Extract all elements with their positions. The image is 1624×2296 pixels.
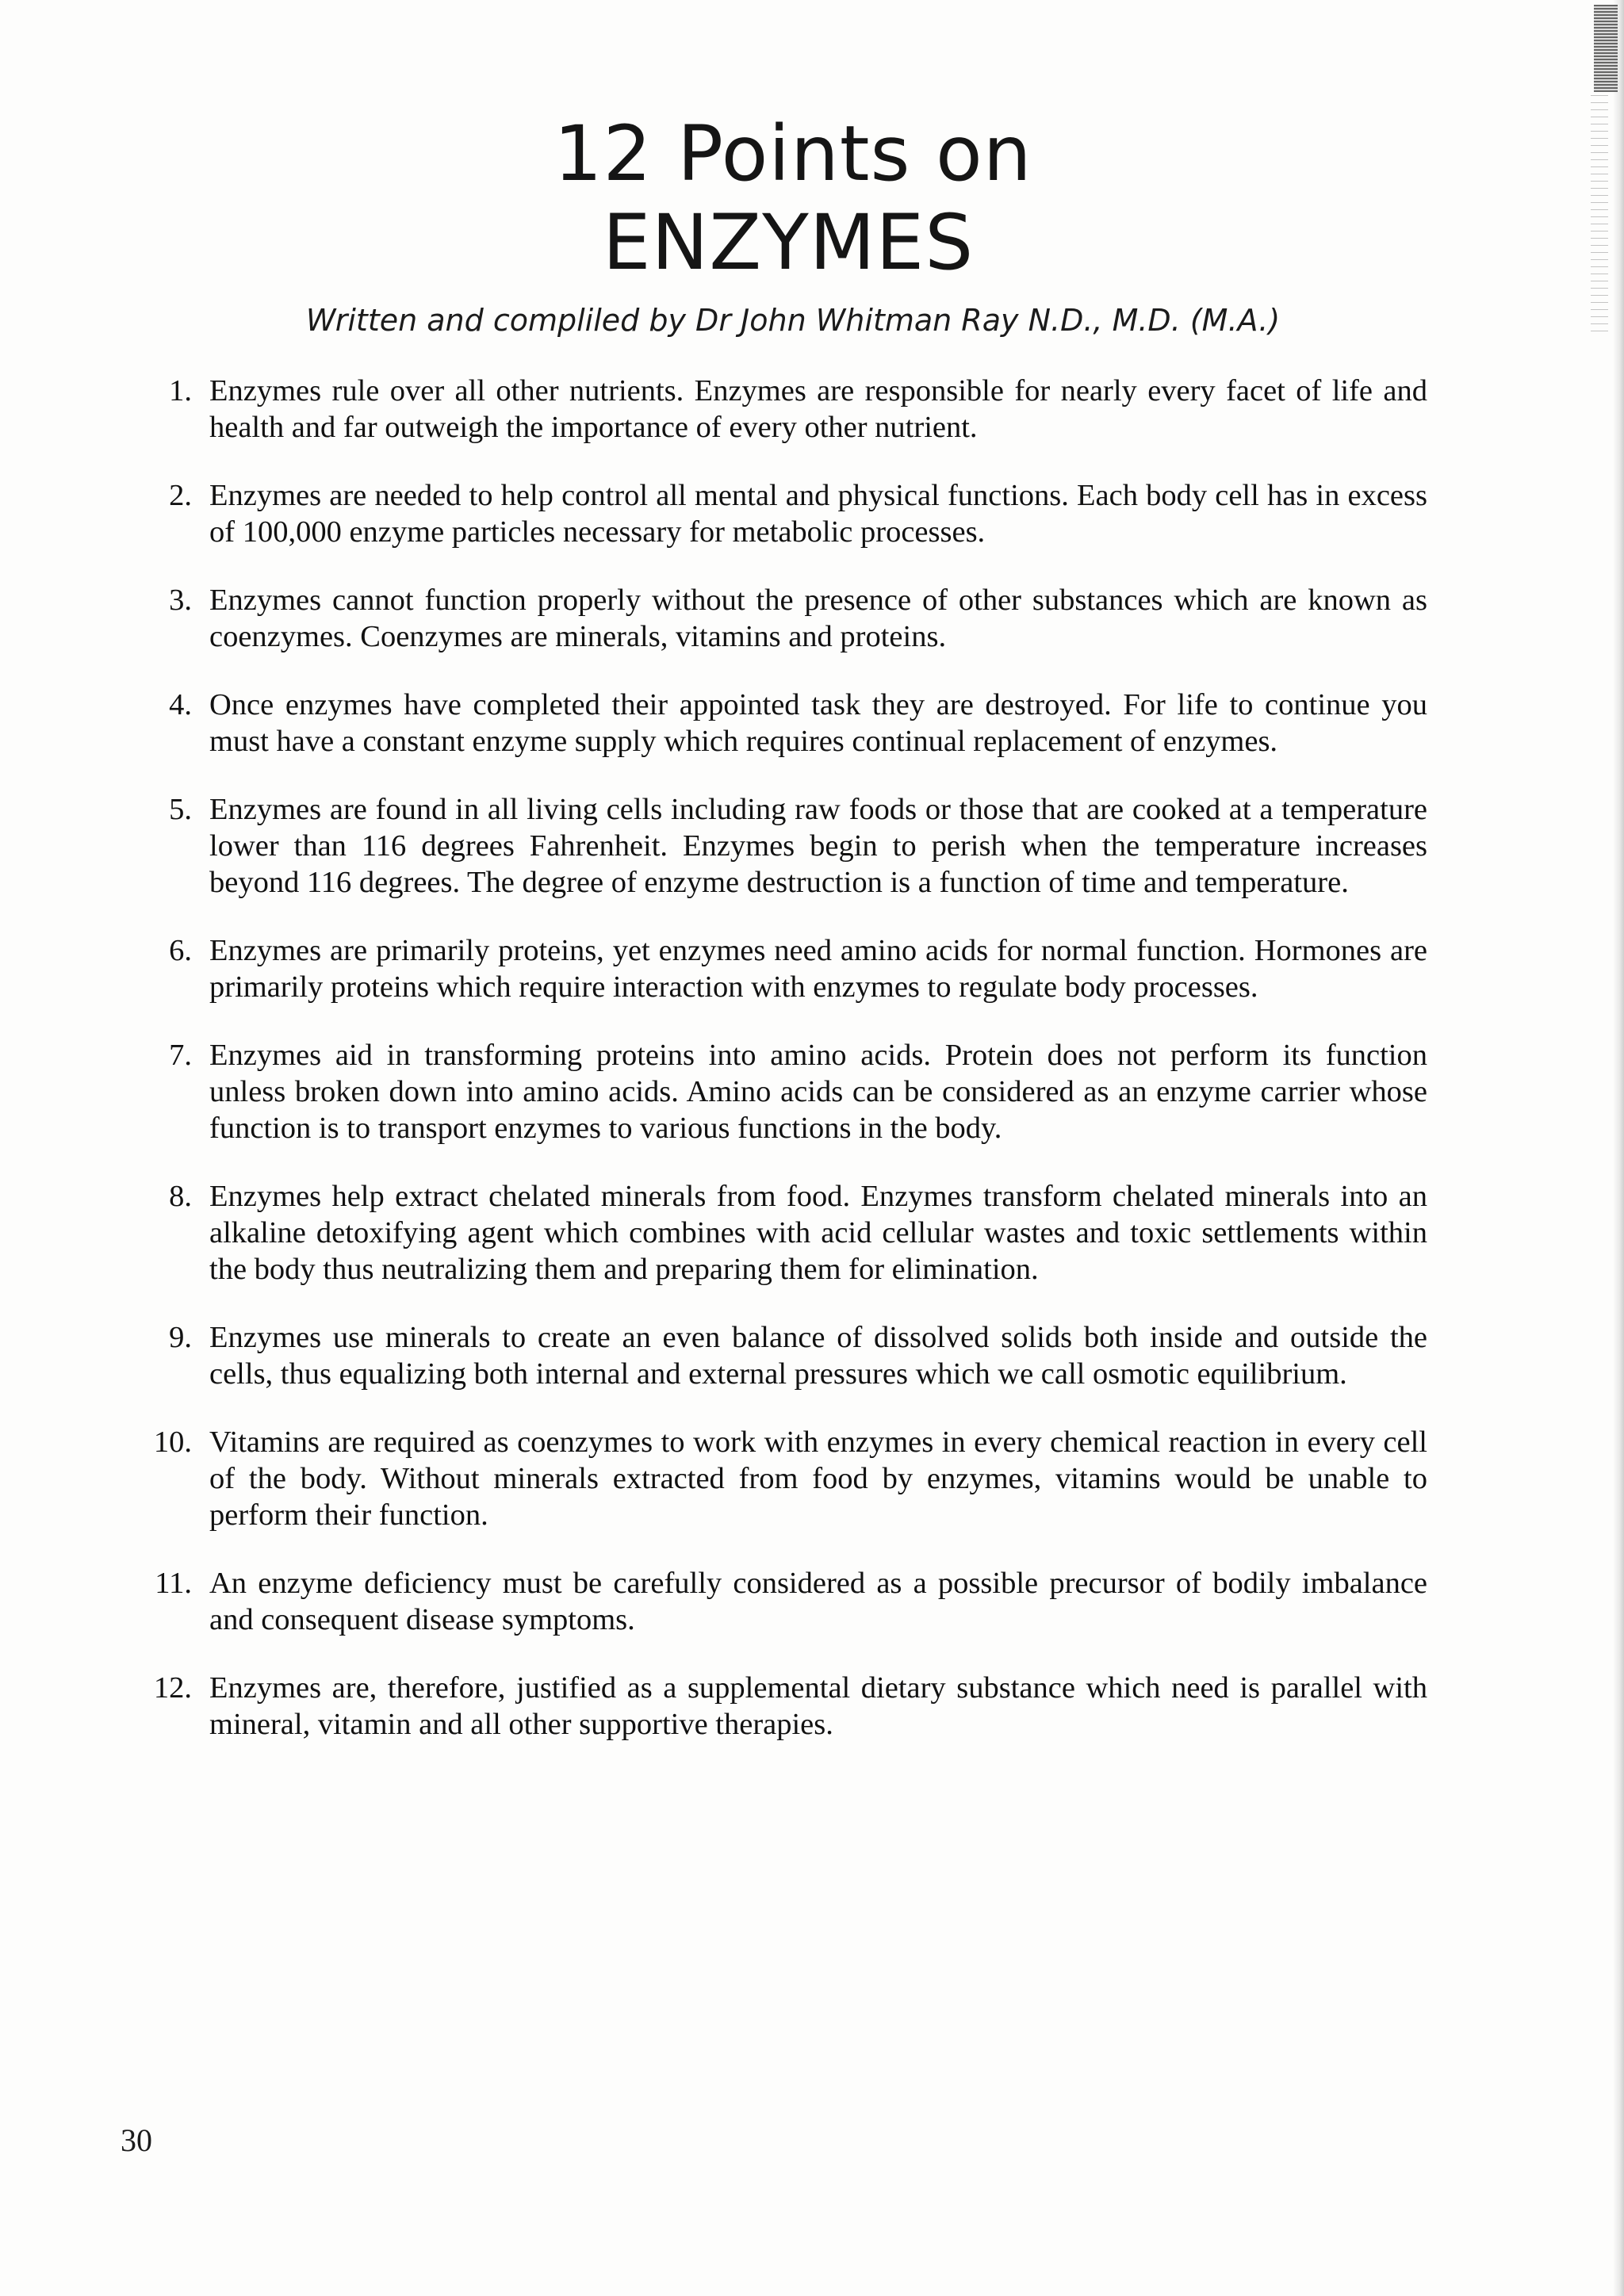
byline: Written and compliled by Dr John Whitman Ray N.D., M.D. (M.A.) xyxy=(305,303,1281,338)
title-line-1: 12 Points on xyxy=(553,109,1032,198)
point-item xyxy=(127,1319,1427,1392)
point-number: 11. xyxy=(155,1567,192,1600)
point-text: Enzymes are needed to help control all mental and physical functions. Each body cell has in excess of 100,000 enzyme particles necessary for metabolic processes. xyxy=(209,479,1427,549)
page-number: 30 xyxy=(121,2122,152,2158)
point-item xyxy=(127,687,1427,760)
title-line-2: ENZYMES xyxy=(602,198,975,287)
point-text: Enzymes use minerals to create an even balance of dissolved solids both inside and outside the cells, thus equalizing both internal and external pressures which we call osmotic equilibrium. xyxy=(209,1321,1427,1391)
point-text: Enzymes rule over all other nutrients. Enzymes are responsible for nearly every facet of life and health and far outweigh the importance of every other nutrient. xyxy=(209,374,1427,444)
point-text: Vitamins are required as coenzymes to work with enzymes in every chemical reaction in every cell of the body. Without minerals extracted from food by enzymes, vitamins would be unable to perform their function. xyxy=(209,1425,1427,1532)
point-number: 7. xyxy=(169,1039,192,1072)
point-text: Enzymes are, therefore, justified as a supplemental dietary substance which need is parallel with mineral, vitamin and all other supportive therapies. xyxy=(209,1671,1427,1741)
points-list xyxy=(127,373,1427,1774)
point-number: 3. xyxy=(169,584,192,617)
point-number: 8. xyxy=(169,1180,192,1213)
point-item xyxy=(127,1424,1427,1533)
point-number: 12. xyxy=(153,1671,192,1705)
point-number: 4. xyxy=(169,688,192,721)
point-text: Enzymes aid in transforming proteins into amino acids. Protein does not perform its function unless broken down into amino acids. Amino acids can be considered as an enzyme carrier whose function is to transport enzymes to various functions in the body. xyxy=(209,1039,1427,1145)
point-item xyxy=(127,582,1427,655)
point-number: 10. xyxy=(153,1425,192,1459)
point-item xyxy=(127,1670,1427,1743)
point-number: 6. xyxy=(169,934,192,967)
point-text: Enzymes are found in all living cells including raw foods or those that are cooked at a temperature lower than 116 degrees Fahrenheit. Enzymes begin to perish when the temperature increases beyond 116 degrees. The degree of enzyme destruction is a function of time and temperature. xyxy=(209,793,1427,899)
point-number: 2. xyxy=(169,479,192,512)
point-text: An enzyme deficiency must be carefully considered as a possible precursor of bodily imbalance and consequent disease symptoms. xyxy=(209,1567,1427,1636)
point-text: Once enzymes have completed their appointed task they are destroyed. For life to continue you must have a constant enzyme supply which requires continual replacement of enzymes. xyxy=(209,688,1427,758)
point-text: Enzymes are primarily proteins, yet enzymes need amino acids for normal function. Hormones are primarily proteins which require interaction with enzymes to regulate body processes. xyxy=(209,934,1427,1004)
point-item xyxy=(127,373,1427,446)
point-text: Enzymes cannot function properly without the presence of other substances which are known as coenzymes. Coenzymes are minerals, vitamins and proteins. xyxy=(209,584,1427,653)
point-item xyxy=(127,791,1427,901)
point-number: 1. xyxy=(169,374,192,408)
point-item xyxy=(127,1178,1427,1288)
point-number: 5. xyxy=(169,793,192,826)
point-text: Enzymes help extract chelated minerals from food. Enzymes transform chelated minerals into an alkaline detoxifying agent which combines with acid cellular wastes and toxic settlements within the body thus neutralizing them and preparing them for elimination. xyxy=(209,1180,1427,1286)
title-block xyxy=(0,109,1624,287)
point-number: 9. xyxy=(169,1321,192,1354)
scan-artifact xyxy=(1594,5,1618,92)
point-item xyxy=(127,477,1427,550)
point-item xyxy=(127,932,1427,1005)
scan-edge-shadow xyxy=(1613,0,1624,2296)
point-item xyxy=(127,1565,1427,1638)
point-item xyxy=(127,1037,1427,1146)
